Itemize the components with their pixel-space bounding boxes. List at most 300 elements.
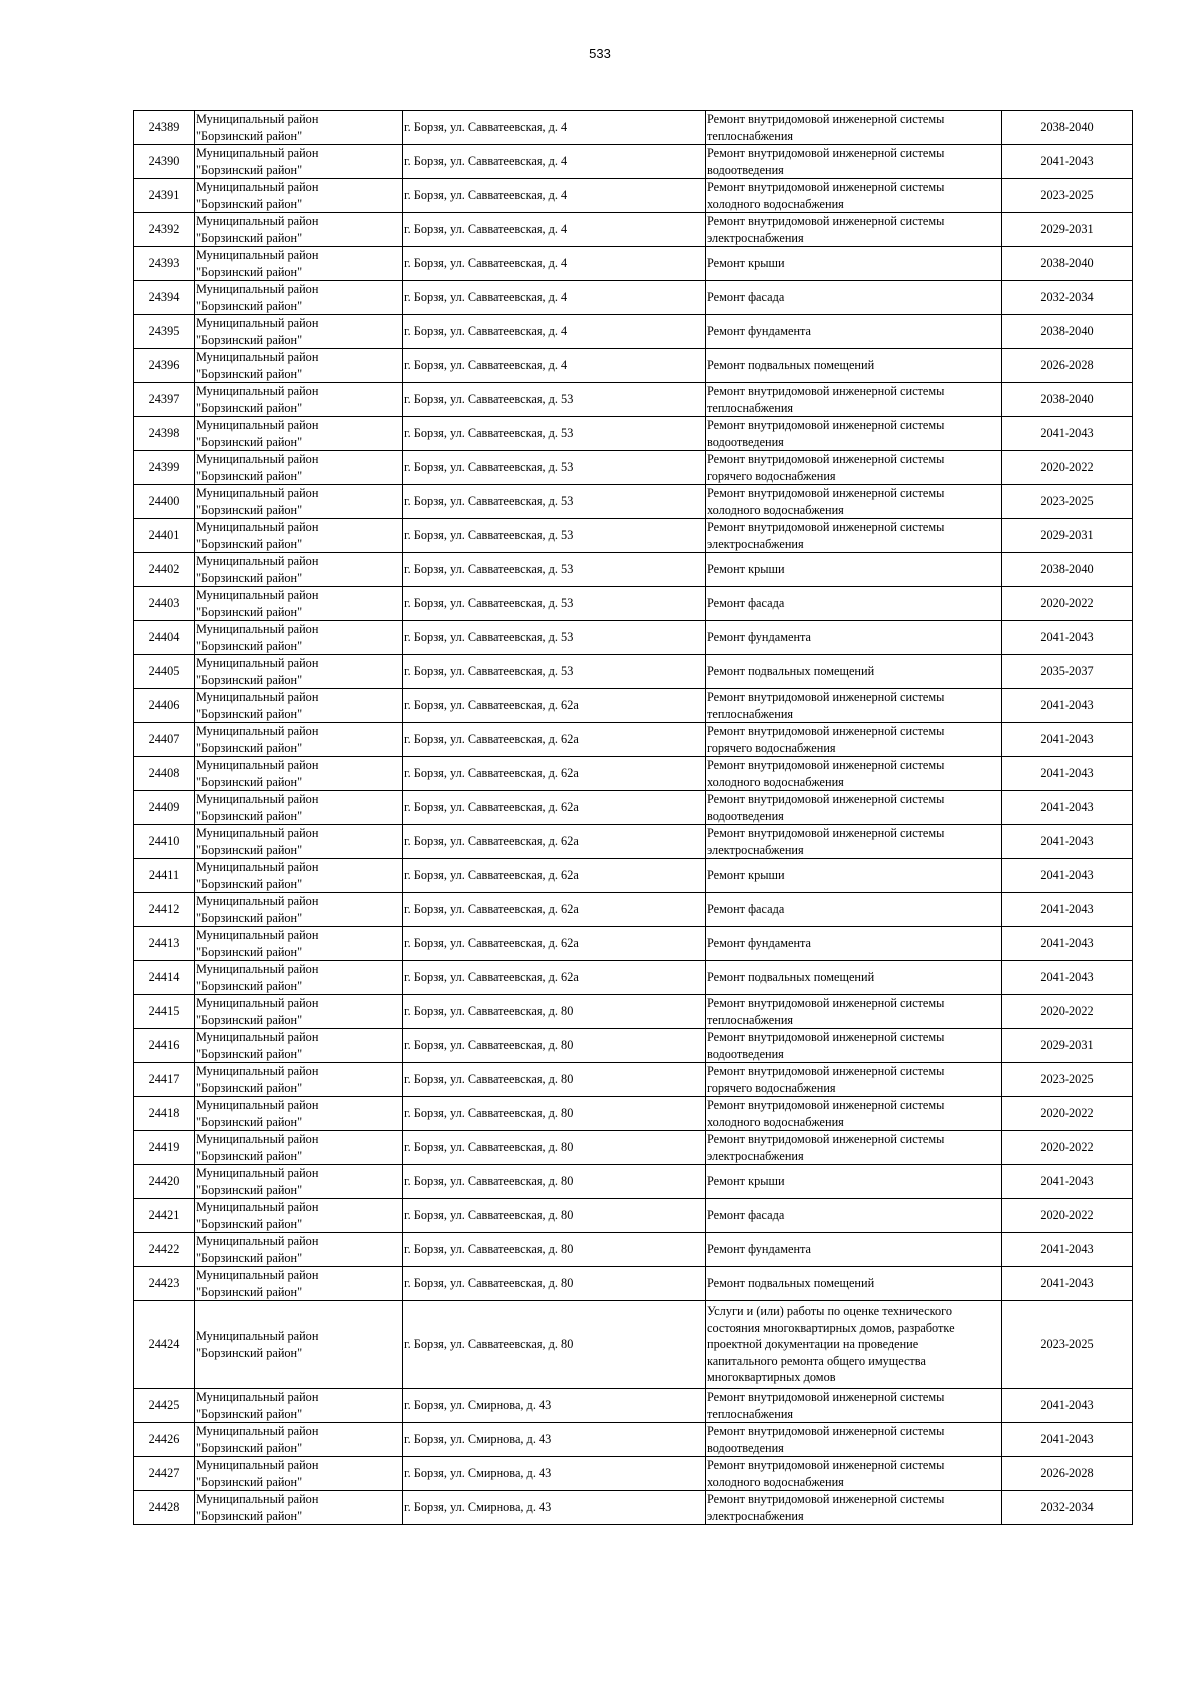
work-type-cell: [706, 553, 1002, 587]
address-cell: [403, 485, 706, 519]
municipality-cell: [195, 1199, 403, 1233]
address-cell-text: г. Борзя, ул. Смирнова, д. 43: [404, 1398, 552, 1413]
municipality-cell: [195, 179, 403, 213]
period-cell-text: 2041-2043: [1040, 1174, 1094, 1189]
table-row: [134, 621, 1133, 655]
row-number-cell: [134, 349, 195, 383]
period-cell: [1002, 723, 1133, 757]
row-number-cell-text: 24418: [148, 1106, 180, 1121]
period-cell-text: 2041-2043: [1040, 426, 1094, 441]
row-number-cell: [134, 995, 195, 1029]
row-number-cell: [134, 1389, 195, 1423]
period-cell-text: 2035-2037: [1040, 664, 1094, 679]
row-number-cell: [134, 621, 195, 655]
work-type-cell-text: Ремонт фундамента: [707, 1242, 812, 1257]
table-row: [134, 825, 1133, 859]
table-row: [134, 995, 1133, 1029]
municipality-cell-text: Муниципальный район "Борзинский район": [196, 894, 319, 925]
period-cell-text: 2029-2031: [1040, 222, 1094, 237]
period-cell: [1002, 689, 1133, 723]
address-cell-text: г. Борзя, ул. Савватеевская, д. 53: [404, 426, 574, 441]
address-cell-text: г. Борзя, ул. Савватеевская, д. 80: [404, 1174, 574, 1189]
period-cell-text: 2029-2031: [1040, 1038, 1094, 1053]
address-cell: [403, 247, 706, 281]
row-number-cell: [134, 1457, 195, 1491]
address-cell-text: г. Борзя, ул. Савватеевская, д. 80: [404, 1072, 574, 1087]
work-type-cell: [706, 485, 1002, 519]
municipality-cell-text: Муниципальный район "Борзинский район": [196, 1329, 319, 1360]
table-row: [134, 655, 1133, 689]
period-cell-text: 2026-2028: [1040, 358, 1094, 373]
address-cell: [403, 553, 706, 587]
address-cell: [403, 1029, 706, 1063]
row-number-cell: [134, 485, 195, 519]
municipality-cell: [195, 451, 403, 485]
municipality-cell-text: Муниципальный район "Борзинский район": [196, 1458, 319, 1489]
table-row: [134, 1199, 1133, 1233]
work-type-cell: [706, 927, 1002, 961]
municipality-cell-text: Муниципальный район "Борзинский район": [196, 622, 319, 653]
period-cell-text: 2041-2043: [1040, 698, 1094, 713]
work-type-cell: [706, 961, 1002, 995]
work-type-cell-text: Ремонт внутридомовой инженерной системы электроснабжения: [707, 1492, 945, 1523]
municipality-cell: [195, 621, 403, 655]
work-type-cell-text: Ремонт внутридомовой инженерной системы холодного водоснабжения: [707, 486, 945, 517]
municipality-cell: [195, 553, 403, 587]
table-row: [134, 961, 1133, 995]
address-cell: [403, 383, 706, 417]
row-number-cell-text: 24394: [148, 290, 180, 305]
address-cell: [403, 349, 706, 383]
row-number-cell: [134, 111, 195, 145]
municipality-cell: [195, 893, 403, 927]
period-cell: [1002, 1301, 1133, 1389]
row-number-cell-text: 24410: [148, 834, 180, 849]
address-cell-text: г. Борзя, ул. Савватеевская, д. 80: [404, 1106, 574, 1121]
work-type-cell-text: Ремонт внутридомовой инженерной системы горячего водоснабжения: [707, 1064, 945, 1095]
address-cell: [403, 757, 706, 791]
municipality-cell-text: Муниципальный район "Борзинский район": [196, 452, 319, 483]
row-number-cell-text: 24425: [148, 1398, 180, 1413]
row-number-cell: [134, 1097, 195, 1131]
address-cell-text: г. Борзя, ул. Савватеевская, д. 62а: [404, 902, 579, 917]
address-cell-text: г. Борзя, ул. Савватеевская, д. 62а: [404, 970, 579, 985]
table-row: [134, 349, 1133, 383]
address-cell: [403, 1063, 706, 1097]
address-cell: [403, 995, 706, 1029]
address-cell: [403, 1165, 706, 1199]
municipality-cell-text: Муниципальный район "Борзинский район": [196, 282, 319, 313]
period-cell: [1002, 1165, 1133, 1199]
work-type-cell: [706, 995, 1002, 1029]
table-row: [134, 213, 1133, 247]
work-type-cell-text: Ремонт внутридомовой инженерной системы водоотведения: [707, 1424, 945, 1455]
row-number-cell: [134, 519, 195, 553]
address-cell: [403, 315, 706, 349]
work-type-cell-text: Ремонт внутридомовой инженерной системы электроснабжения: [707, 520, 945, 551]
address-cell: [403, 111, 706, 145]
address-cell-text: г. Борзя, ул. Смирнова, д. 43: [404, 1432, 552, 1447]
work-type-cell: [706, 111, 1002, 145]
period-cell: [1002, 995, 1133, 1029]
table-row: [134, 723, 1133, 757]
row-number-cell: [134, 927, 195, 961]
period-cell-text: 2038-2040: [1040, 324, 1094, 339]
period-cell-text: 2041-2043: [1040, 1242, 1094, 1257]
municipality-cell: [195, 349, 403, 383]
address-cell: [403, 417, 706, 451]
row-number-cell: [134, 315, 195, 349]
work-type-cell-text: Ремонт крыши: [707, 256, 785, 271]
row-number-cell-text: 24405: [148, 664, 180, 679]
work-type-cell-text: Ремонт внутридомовой инженерной системы холодного водоснабжения: [707, 180, 945, 211]
address-cell-text: г. Борзя, ул. Савватеевская, д. 53: [404, 494, 574, 509]
repair-schedule-table: [133, 110, 1133, 1525]
row-number-cell-text: 24396: [148, 358, 180, 373]
table-row: [134, 1301, 1133, 1389]
row-number-cell: [134, 791, 195, 825]
period-cell-text: 2023-2025: [1040, 494, 1094, 509]
address-cell: [403, 451, 706, 485]
address-cell-text: г. Борзя, ул. Савватеевская, д. 4: [404, 154, 568, 169]
period-cell-text: 2020-2022: [1040, 1208, 1094, 1223]
row-number-cell-text: 24422: [148, 1242, 180, 1257]
municipality-cell: [195, 1267, 403, 1301]
address-cell-text: г. Борзя, ул. Савватеевская, д. 62а: [404, 732, 579, 747]
period-cell-text: 2023-2025: [1040, 1072, 1094, 1087]
period-cell-text: 2041-2043: [1040, 1398, 1094, 1413]
period-cell-text: 2038-2040: [1040, 562, 1094, 577]
work-type-cell: [706, 1423, 1002, 1457]
table-row: [134, 247, 1133, 281]
period-cell: [1002, 1097, 1133, 1131]
row-number-cell: [134, 723, 195, 757]
municipality-cell-text: Муниципальный район "Борзинский район": [196, 1424, 319, 1455]
table-row: [134, 451, 1133, 485]
address-cell-text: г. Борзя, ул. Савватеевская, д. 80: [404, 1004, 574, 1019]
row-number-cell: [134, 1301, 195, 1389]
address-cell: [403, 1131, 706, 1165]
work-type-cell: [706, 1029, 1002, 1063]
table-row: [134, 1131, 1133, 1165]
municipality-cell-text: Муниципальный район "Борзинский район": [196, 758, 319, 789]
municipality-cell-text: Муниципальный район "Борзинский район": [196, 1390, 319, 1421]
row-number-cell-text: 24393: [148, 256, 180, 271]
work-type-cell: [706, 519, 1002, 553]
period-cell: [1002, 519, 1133, 553]
period-cell-text: 2029-2031: [1040, 528, 1094, 543]
address-cell: [403, 655, 706, 689]
table-row: [134, 145, 1133, 179]
row-number-cell: [134, 1423, 195, 1457]
row-number-cell-text: 24408: [148, 766, 180, 781]
period-cell: [1002, 825, 1133, 859]
address-cell-text: г. Борзя, ул. Савватеевская, д. 4: [404, 256, 568, 271]
address-cell-text: г. Борзя, ул. Савватеевская, д. 4: [404, 290, 568, 305]
period-cell: [1002, 927, 1133, 961]
period-cell: [1002, 1199, 1133, 1233]
row-number-cell: [134, 1063, 195, 1097]
address-cell: [403, 791, 706, 825]
address-cell-text: г. Борзя, ул. Савватеевская, д. 53: [404, 630, 574, 645]
row-number-cell-text: 24392: [148, 222, 180, 237]
municipality-cell: [195, 587, 403, 621]
table-row: [134, 1457, 1133, 1491]
municipality-cell-text: Муниципальный район "Борзинский район": [196, 146, 319, 177]
address-cell-text: г. Борзя, ул. Савватеевская, д. 53: [404, 392, 574, 407]
row-number-cell-text: 24404: [148, 630, 180, 645]
work-type-cell-text: Ремонт фундамента: [707, 630, 812, 645]
municipality-cell-text: Муниципальный район "Борзинский район": [196, 1492, 319, 1523]
period-cell: [1002, 349, 1133, 383]
period-cell-text: 2041-2043: [1040, 1432, 1094, 1447]
work-type-cell: [706, 1457, 1002, 1491]
municipality-cell-text: Муниципальный район "Борзинский район": [196, 724, 319, 755]
municipality-cell: [195, 281, 403, 315]
row-number-cell: [134, 1199, 195, 1233]
work-type-cell-text: Ремонт крыши: [707, 868, 785, 883]
municipality-cell: [195, 995, 403, 1029]
table-row: [134, 315, 1133, 349]
row-number-cell-text: 24409: [148, 800, 180, 815]
work-type-cell: [706, 417, 1002, 451]
row-number-cell: [134, 893, 195, 927]
row-number-cell: [134, 1029, 195, 1063]
work-type-cell-text: Ремонт внутридомовой инженерной системы теплоснабжения: [707, 690, 945, 721]
period-cell: [1002, 1491, 1133, 1525]
address-cell: [403, 723, 706, 757]
work-type-cell: [706, 1389, 1002, 1423]
period-cell-text: 2020-2022: [1040, 1140, 1094, 1155]
address-cell: [403, 859, 706, 893]
address-cell-text: г. Борзя, ул. Савватеевская, д. 62а: [404, 834, 579, 849]
period-cell: [1002, 247, 1133, 281]
work-type-cell: [706, 451, 1002, 485]
period-cell: [1002, 893, 1133, 927]
period-cell: [1002, 621, 1133, 655]
municipality-cell-text: Муниципальный район "Борзинский район": [196, 1234, 319, 1265]
period-cell-text: 2020-2022: [1040, 1106, 1094, 1121]
row-number-cell-text: 24427: [148, 1466, 180, 1481]
work-type-cell-text: Ремонт внутридомовой инженерной системы электроснабжения: [707, 826, 945, 857]
work-type-cell: [706, 1063, 1002, 1097]
address-cell-text: г. Борзя, ул. Савватеевская, д. 4: [404, 188, 568, 203]
row-number-cell-text: 24403: [148, 596, 180, 611]
work-type-cell: [706, 723, 1002, 757]
work-type-cell: [706, 315, 1002, 349]
table-row: [134, 383, 1133, 417]
table-row: [134, 1423, 1133, 1457]
period-cell: [1002, 485, 1133, 519]
table-row: [134, 1063, 1133, 1097]
row-number-cell: [134, 145, 195, 179]
row-number-cell-text: 24389: [148, 120, 180, 135]
municipality-cell: [195, 315, 403, 349]
row-number-cell-text: 24414: [148, 970, 180, 985]
period-cell-text: 2041-2043: [1040, 732, 1094, 747]
period-cell: [1002, 1457, 1133, 1491]
municipality-cell-text: Муниципальный район "Борзинский район": [196, 248, 319, 279]
row-number-cell-text: 24423: [148, 1276, 180, 1291]
municipality-cell: [195, 1491, 403, 1525]
table-row: [134, 791, 1133, 825]
municipality-cell-text: Муниципальный район "Борзинский район": [196, 1200, 319, 1231]
address-cell-text: г. Борзя, ул. Савватеевская, д. 4: [404, 324, 568, 339]
work-type-cell-text: Ремонт внутридомовой инженерной системы водоотведения: [707, 418, 945, 449]
address-cell: [403, 1457, 706, 1491]
work-type-cell-text: Ремонт фасада: [707, 596, 785, 611]
work-type-cell-text: Ремонт подвальных помещений: [707, 970, 875, 985]
address-cell: [403, 961, 706, 995]
row-number-cell: [134, 961, 195, 995]
table-row: [134, 1233, 1133, 1267]
row-number-cell: [134, 1131, 195, 1165]
period-cell: [1002, 1423, 1133, 1457]
municipality-cell-text: Муниципальный район "Борзинский район": [196, 316, 319, 347]
address-cell: [403, 1301, 706, 1389]
municipality-cell-text: Муниципальный район "Борзинский район": [196, 486, 319, 517]
period-cell-text: 2041-2043: [1040, 766, 1094, 781]
period-cell: [1002, 111, 1133, 145]
address-cell: [403, 519, 706, 553]
table-row: [134, 1097, 1133, 1131]
address-cell-text: г. Борзя, ул. Савватеевская, д. 80: [404, 1276, 574, 1291]
municipality-cell-text: Муниципальный район "Борзинский район": [196, 792, 319, 823]
table-row: [134, 1389, 1133, 1423]
table-body: [134, 111, 1133, 1525]
work-type-cell-text: Ремонт подвальных помещений: [707, 1276, 875, 1291]
row-number-cell: [134, 1491, 195, 1525]
row-number-cell: [134, 689, 195, 723]
row-number-cell-text: 24411: [148, 868, 180, 883]
period-cell-text: 2020-2022: [1040, 460, 1094, 475]
period-cell: [1002, 655, 1133, 689]
work-type-cell: [706, 1165, 1002, 1199]
municipality-cell: [195, 519, 403, 553]
row-number-cell: [134, 213, 195, 247]
work-type-cell: [706, 349, 1002, 383]
municipality-cell-text: Муниципальный район "Борзинский район": [196, 588, 319, 619]
period-cell: [1002, 213, 1133, 247]
period-cell-text: 2041-2043: [1040, 970, 1094, 985]
work-type-cell-text: Ремонт внутридомовой инженерной системы водоотведения: [707, 1030, 945, 1061]
municipality-cell-text: Муниципальный район "Борзинский район": [196, 554, 319, 585]
period-cell: [1002, 1233, 1133, 1267]
address-cell: [403, 1389, 706, 1423]
address-cell-text: г. Борзя, ул. Савватеевская, д. 53: [404, 596, 574, 611]
row-number-cell: [134, 417, 195, 451]
table-row: [134, 281, 1133, 315]
work-type-cell-text: Ремонт внутридомовой инженерной системы холодного водоснабжения: [707, 1098, 945, 1129]
period-cell-text: 2041-2043: [1040, 902, 1094, 917]
period-cell-text: 2041-2043: [1040, 936, 1094, 951]
municipality-cell: [195, 689, 403, 723]
period-cell: [1002, 791, 1133, 825]
address-cell-text: г. Борзя, ул. Смирнова, д. 43: [404, 1466, 552, 1481]
table-row: [134, 485, 1133, 519]
municipality-cell-text: Муниципальный район "Борзинский район": [196, 996, 319, 1027]
table-row: [134, 893, 1133, 927]
period-cell-text: 2026-2028: [1040, 1466, 1094, 1481]
address-cell: [403, 1423, 706, 1457]
row-number-cell: [134, 1267, 195, 1301]
period-cell-text: 2023-2025: [1040, 188, 1094, 203]
address-cell-text: г. Борзя, ул. Савватеевская, д. 53: [404, 664, 574, 679]
table-row: [134, 1165, 1133, 1199]
municipality-cell-text: Муниципальный район "Борзинский район": [196, 214, 319, 245]
municipality-cell: [195, 655, 403, 689]
period-cell: [1002, 315, 1133, 349]
row-number-cell-text: 24420: [148, 1174, 180, 1189]
page-number: 533: [589, 46, 611, 61]
municipality-cell-text: Муниципальный район "Борзинский район": [196, 826, 319, 857]
period-cell-text: 2038-2040: [1040, 256, 1094, 271]
municipality-cell: [195, 1389, 403, 1423]
row-number-cell-text: 24391: [148, 188, 180, 203]
work-type-cell-text: Ремонт фундамента: [707, 324, 812, 339]
table-row: [134, 519, 1133, 553]
period-cell-text: 2041-2043: [1040, 800, 1094, 815]
address-cell-text: г. Борзя, ул. Савватеевская, д. 4: [404, 120, 568, 135]
municipality-cell: [195, 1063, 403, 1097]
row-number-cell-text: 24390: [148, 154, 180, 169]
municipality-cell: [195, 723, 403, 757]
row-number-cell-text: 24424: [148, 1337, 180, 1352]
table-row: [134, 553, 1133, 587]
work-type-cell-text: Ремонт внутридомовой инженерной системы водоотведения: [707, 792, 945, 823]
table-row: [134, 1491, 1133, 1525]
row-number-cell: [134, 553, 195, 587]
address-cell-text: г. Борзя, ул. Савватеевская, д. 62а: [404, 698, 579, 713]
work-type-cell: [706, 757, 1002, 791]
row-number-cell-text: 24398: [148, 426, 180, 441]
municipality-cell-text: Муниципальный район "Борзинский район": [196, 1166, 319, 1197]
period-cell: [1002, 553, 1133, 587]
period-cell: [1002, 451, 1133, 485]
municipality-cell-text: Муниципальный район "Борзинский район": [196, 520, 319, 551]
period-cell: [1002, 859, 1133, 893]
row-number-cell-text: 24421: [148, 1208, 180, 1223]
municipality-cell: [195, 247, 403, 281]
municipality-cell-text: Муниципальный район "Борзинский район": [196, 1132, 319, 1163]
address-cell: [403, 1199, 706, 1233]
table-row: [134, 859, 1133, 893]
municipality-cell-text: Муниципальный район "Борзинский район": [196, 112, 319, 143]
municipality-cell-text: Муниципальный район "Борзинский район": [196, 384, 319, 415]
municipality-cell: [195, 1131, 403, 1165]
row-number-cell: [134, 451, 195, 485]
address-cell-text: г. Борзя, ул. Савватеевская, д. 80: [404, 1140, 574, 1155]
work-type-cell-text: Ремонт внутридомовой инженерной системы теплоснабжения: [707, 996, 945, 1027]
address-cell-text: г. Борзя, ул. Савватеевская, д. 80: [404, 1242, 574, 1257]
work-type-cell: [706, 893, 1002, 927]
address-cell-text: г. Борзя, ул. Савватеевская, д. 4: [404, 222, 568, 237]
period-cell: [1002, 587, 1133, 621]
period-cell: [1002, 1389, 1133, 1423]
row-number-cell-text: 24412: [148, 902, 180, 917]
row-number-cell: [134, 281, 195, 315]
table-row: [134, 111, 1133, 145]
row-number-cell-text: 24419: [148, 1140, 180, 1155]
municipality-cell-text: Муниципальный район "Борзинский район": [196, 1030, 319, 1061]
address-cell-text: г. Борзя, ул. Савватеевская, д. 53: [404, 562, 574, 577]
address-cell: [403, 893, 706, 927]
row-number-cell: [134, 1233, 195, 1267]
address-cell: [403, 1097, 706, 1131]
period-cell-text: 2041-2043: [1040, 154, 1094, 169]
address-cell: [403, 1233, 706, 1267]
period-cell-text: 2041-2043: [1040, 1276, 1094, 1291]
